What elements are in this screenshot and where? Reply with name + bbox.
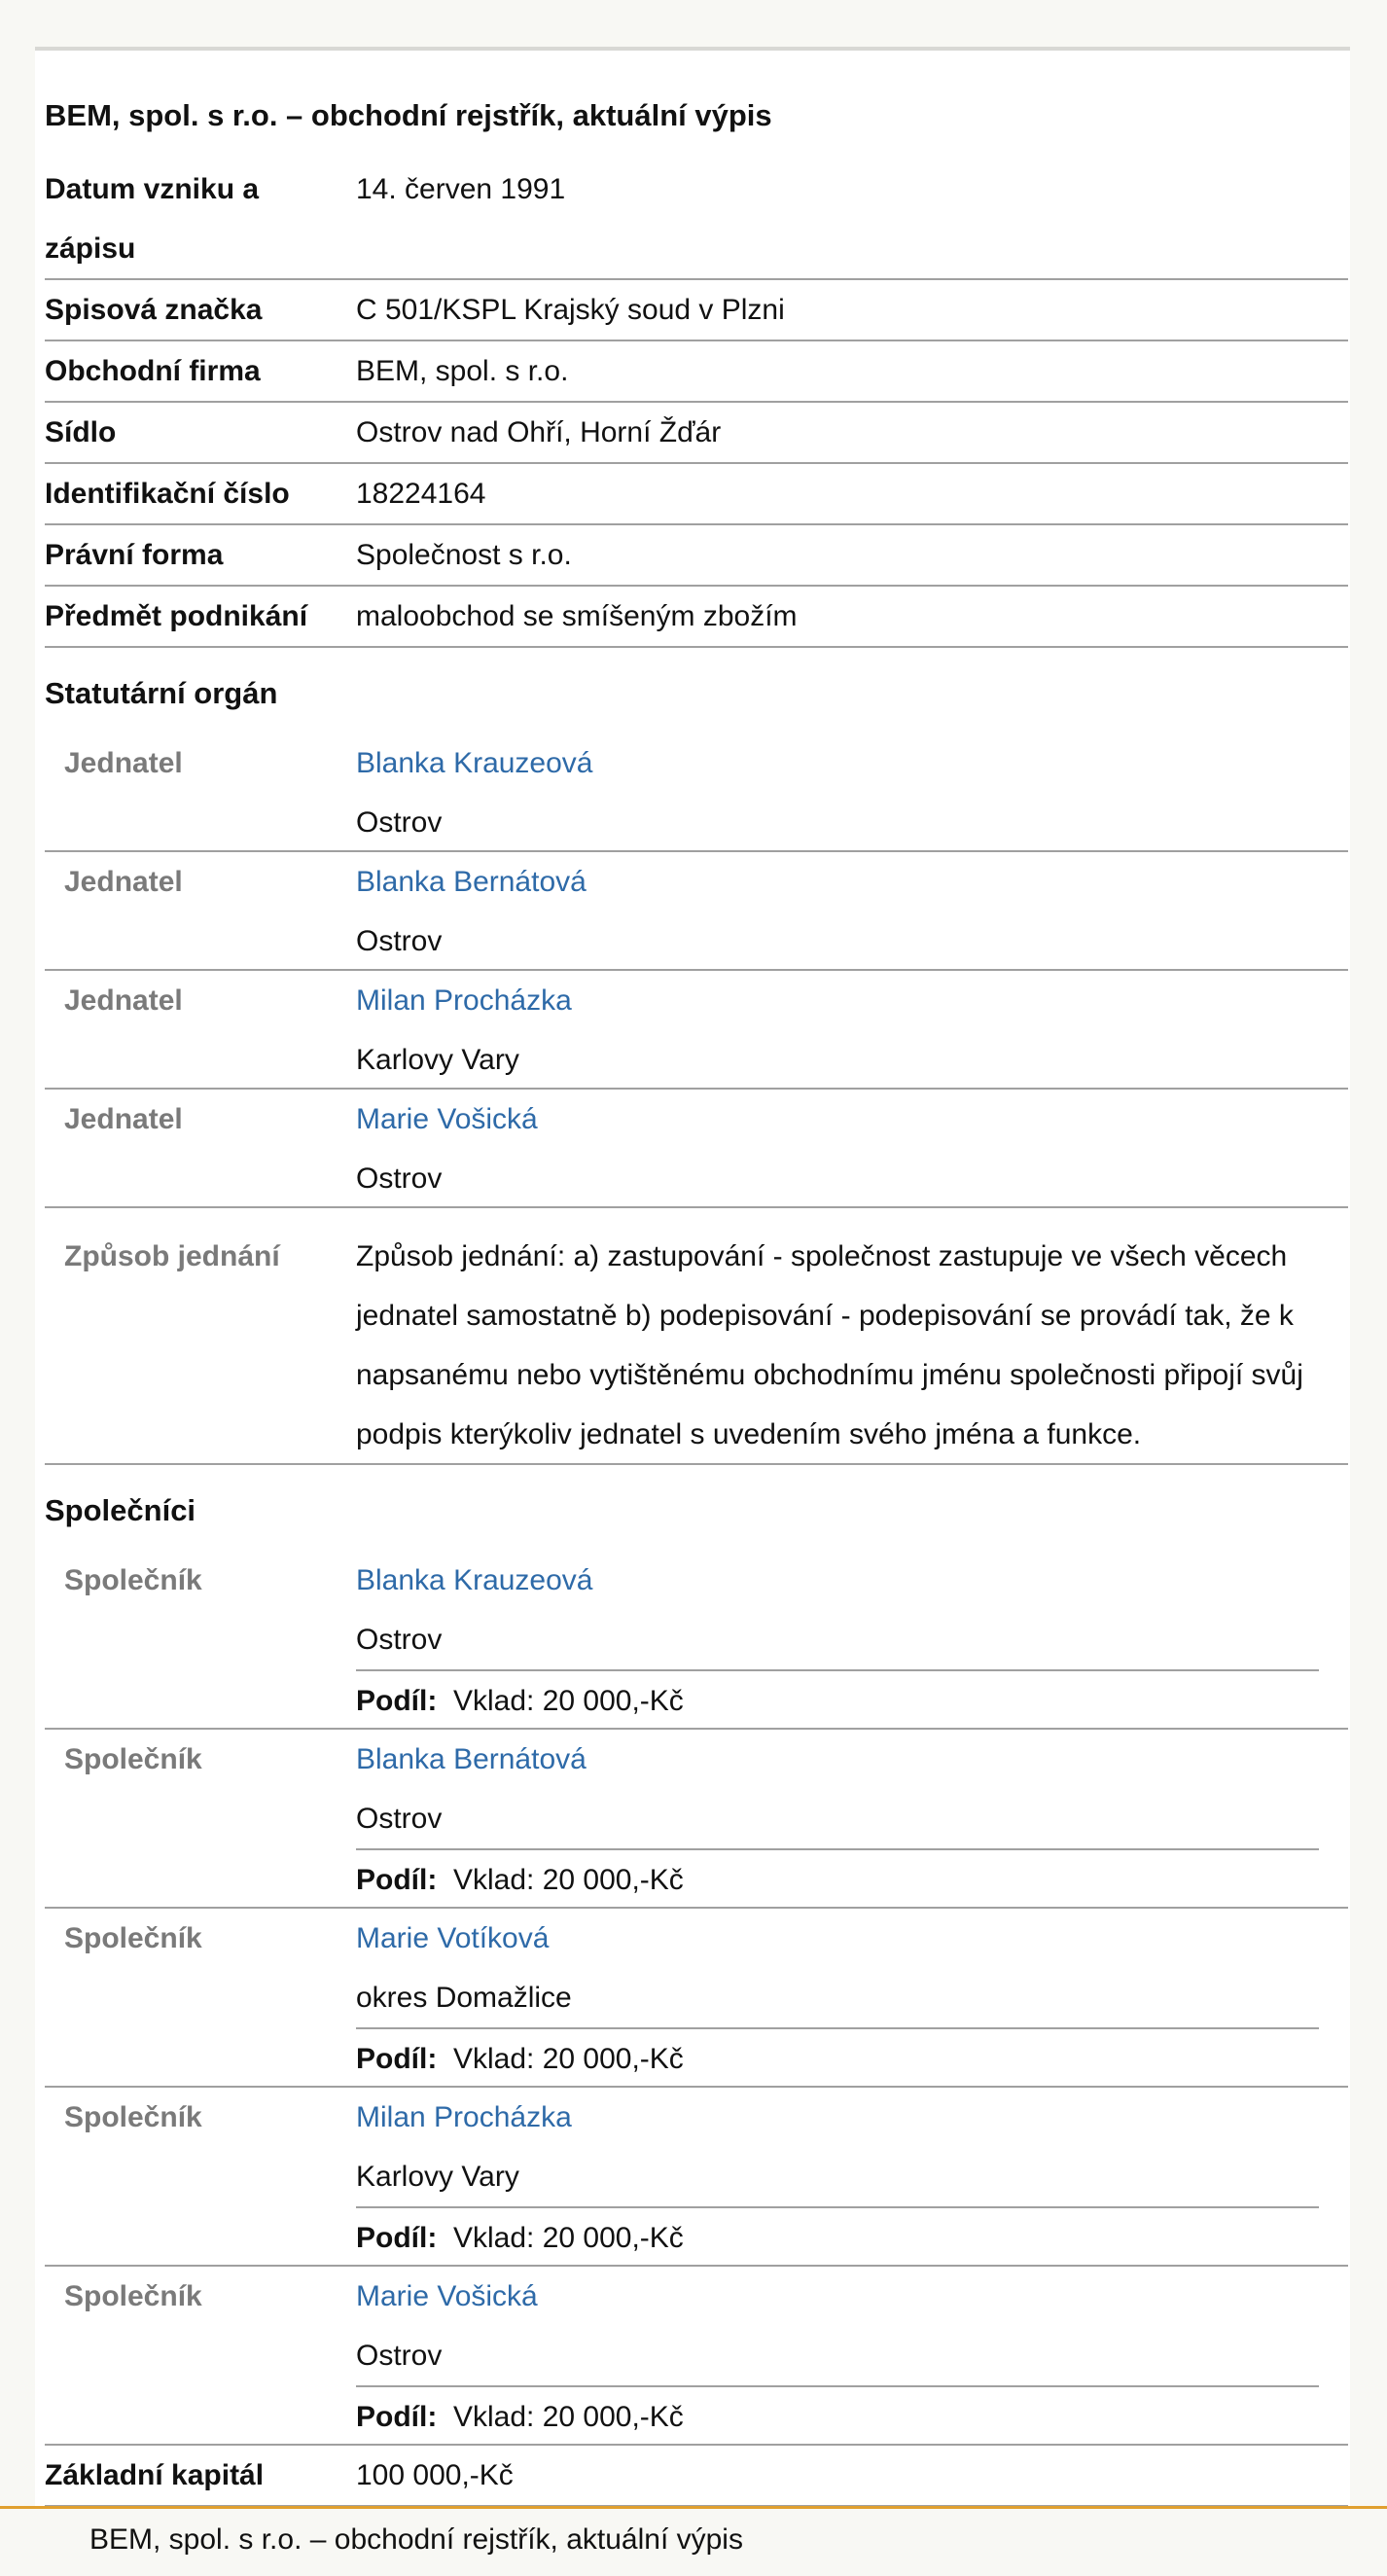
- label-seat: Sídlo: [45, 416, 117, 448]
- partner-name-link[interactable]: Marie Votíková: [356, 1922, 550, 1954]
- partner-place: okres Domažlice: [356, 1982, 572, 2014]
- statutory-member: [45, 852, 1348, 971]
- member-place: Ostrov: [356, 1163, 443, 1195]
- row-legal-form: [45, 525, 1348, 587]
- value-seat: Ostrov nad Ohří, Horní Žďár: [356, 416, 722, 448]
- member-place: Ostrov: [356, 925, 443, 957]
- label-date: Datum vzniku a zápisu: [45, 173, 260, 265]
- partner-share-row: [356, 2027, 1319, 2089]
- partner-share-row: [356, 1669, 1319, 1731]
- partner-name-link[interactable]: Milan Procházka: [356, 2101, 572, 2133]
- page-title: BEM, spol. s r.o. – obchodní rejstřík, aktuální výpis: [45, 98, 772, 132]
- conduct-row: [45, 1208, 1348, 1465]
- partner-name-link[interactable]: Blanka Bernátová: [356, 1743, 587, 1775]
- partner-name-link[interactable]: Marie Vošická: [356, 2280, 538, 2312]
- label-file-number: Spisová značka: [45, 294, 263, 326]
- member-place: Ostrov: [356, 806, 443, 839]
- member-role: Jednatel: [64, 747, 183, 779]
- partner-item: [45, 2088, 1348, 2267]
- row-capital: [45, 2446, 1348, 2507]
- value-legal-form: Společnost s r.o.: [356, 539, 572, 571]
- value-file-number: C 501/KSPL Krajský soud v Plzni: [356, 294, 785, 326]
- share-label: Podíl:: [356, 2043, 438, 2075]
- share-label: Podíl:: [356, 2401, 438, 2433]
- partner-share-row: [356, 2206, 1319, 2268]
- row-company-name: [45, 341, 1348, 403]
- partner-role: Společník: [64, 2101, 202, 2133]
- conduct-text: Způsob jednání: a) zastupování - společnost zastupuje ve všech věcech jednatel samostatně b) podepisování - podepisování se provádí tak, že k napsanému nebo vytištěnému obchodnímu jménu společnosti připojí svůj podpis kterýkoliv jednatel s uvedením svého jména a funkce.: [356, 1240, 1303, 1450]
- partner-name-link[interactable]: Blanka Krauzeová: [356, 1564, 593, 1596]
- partner-share-row: [356, 2385, 1319, 2447]
- share-label: Podíl:: [356, 1685, 438, 1717]
- share-value: Vklad: 20 000,-Kč: [453, 1685, 684, 1717]
- label-business-subject: Předmět podnikání: [45, 600, 308, 632]
- share-value: Vklad: 20 000,-Kč: [453, 1864, 684, 1896]
- member-name-link[interactable]: Milan Procházka: [356, 984, 572, 1017]
- label-id-number: Identifikační číslo: [45, 478, 290, 510]
- member-name-link[interactable]: Blanka Bernátová: [356, 866, 587, 898]
- partner-item: [45, 1551, 1348, 1730]
- conduct-label: Způsob jednání: [64, 1240, 280, 1272]
- value-id-number: 18224164: [356, 478, 486, 510]
- share-value: Vklad: 20 000,-Kč: [453, 2222, 684, 2254]
- partner-place: Ostrov: [356, 2340, 443, 2372]
- share-value: Vklad: 20 000,-Kč: [453, 2043, 684, 2075]
- statutory-member: [45, 1090, 1348, 1208]
- partner-place: Karlovy Vary: [356, 2161, 519, 2193]
- partner-item: [45, 1730, 1348, 1909]
- partner-place: Ostrov: [356, 1624, 443, 1656]
- partners-heading: Společníci: [45, 1493, 196, 1527]
- member-role: Jednatel: [64, 1103, 183, 1135]
- row-id-number: [45, 464, 1348, 525]
- partner-place: Ostrov: [356, 1803, 443, 1835]
- register-card: [35, 47, 1350, 2506]
- value-capital: 100 000,-Kč: [356, 2459, 514, 2491]
- partner-share-row: [356, 1848, 1319, 1910]
- share-label: Podíl:: [356, 2222, 438, 2254]
- row-seat: [45, 403, 1348, 464]
- row-business-subject: [45, 587, 1348, 648]
- member-name-link[interactable]: Marie Vošická: [356, 1103, 538, 1135]
- member-place: Karlovy Vary: [356, 1044, 519, 1076]
- value-business-subject: maloobchod se smíšeným zbožím: [356, 600, 798, 632]
- partner-role: Společník: [64, 1743, 202, 1775]
- footer: BEM, spol. s r.o. – obchodní rejstřík, aktuální výpis: [0, 2506, 1387, 2576]
- statutory-heading: Statutární orgán: [45, 676, 278, 710]
- partner-role: Společník: [64, 1564, 202, 1596]
- member-name-link[interactable]: Blanka Krauzeová: [356, 747, 593, 779]
- partner-role: Společník: [64, 2280, 202, 2312]
- partner-item: [45, 1909, 1348, 2088]
- partner-role: Společník: [64, 1922, 202, 1954]
- share-value: Vklad: 20 000,-Kč: [453, 2401, 684, 2433]
- value-date: 14. červen 1991: [356, 173, 566, 205]
- label-company-name: Obchodní firma: [45, 355, 261, 387]
- partner-item: [45, 2267, 1348, 2446]
- member-role: Jednatel: [64, 984, 183, 1017]
- label-capital: Základní kapitál: [45, 2459, 265, 2491]
- row-date: [45, 160, 1348, 280]
- label-legal-form: Právní forma: [45, 539, 224, 571]
- statutory-member: [45, 733, 1348, 852]
- statutory-member: [45, 971, 1348, 1090]
- row-file-number: [45, 280, 1348, 341]
- value-company-name: BEM, spol. s r.o.: [356, 355, 569, 387]
- share-label: Podíl:: [356, 1864, 438, 1896]
- member-role: Jednatel: [64, 866, 183, 898]
